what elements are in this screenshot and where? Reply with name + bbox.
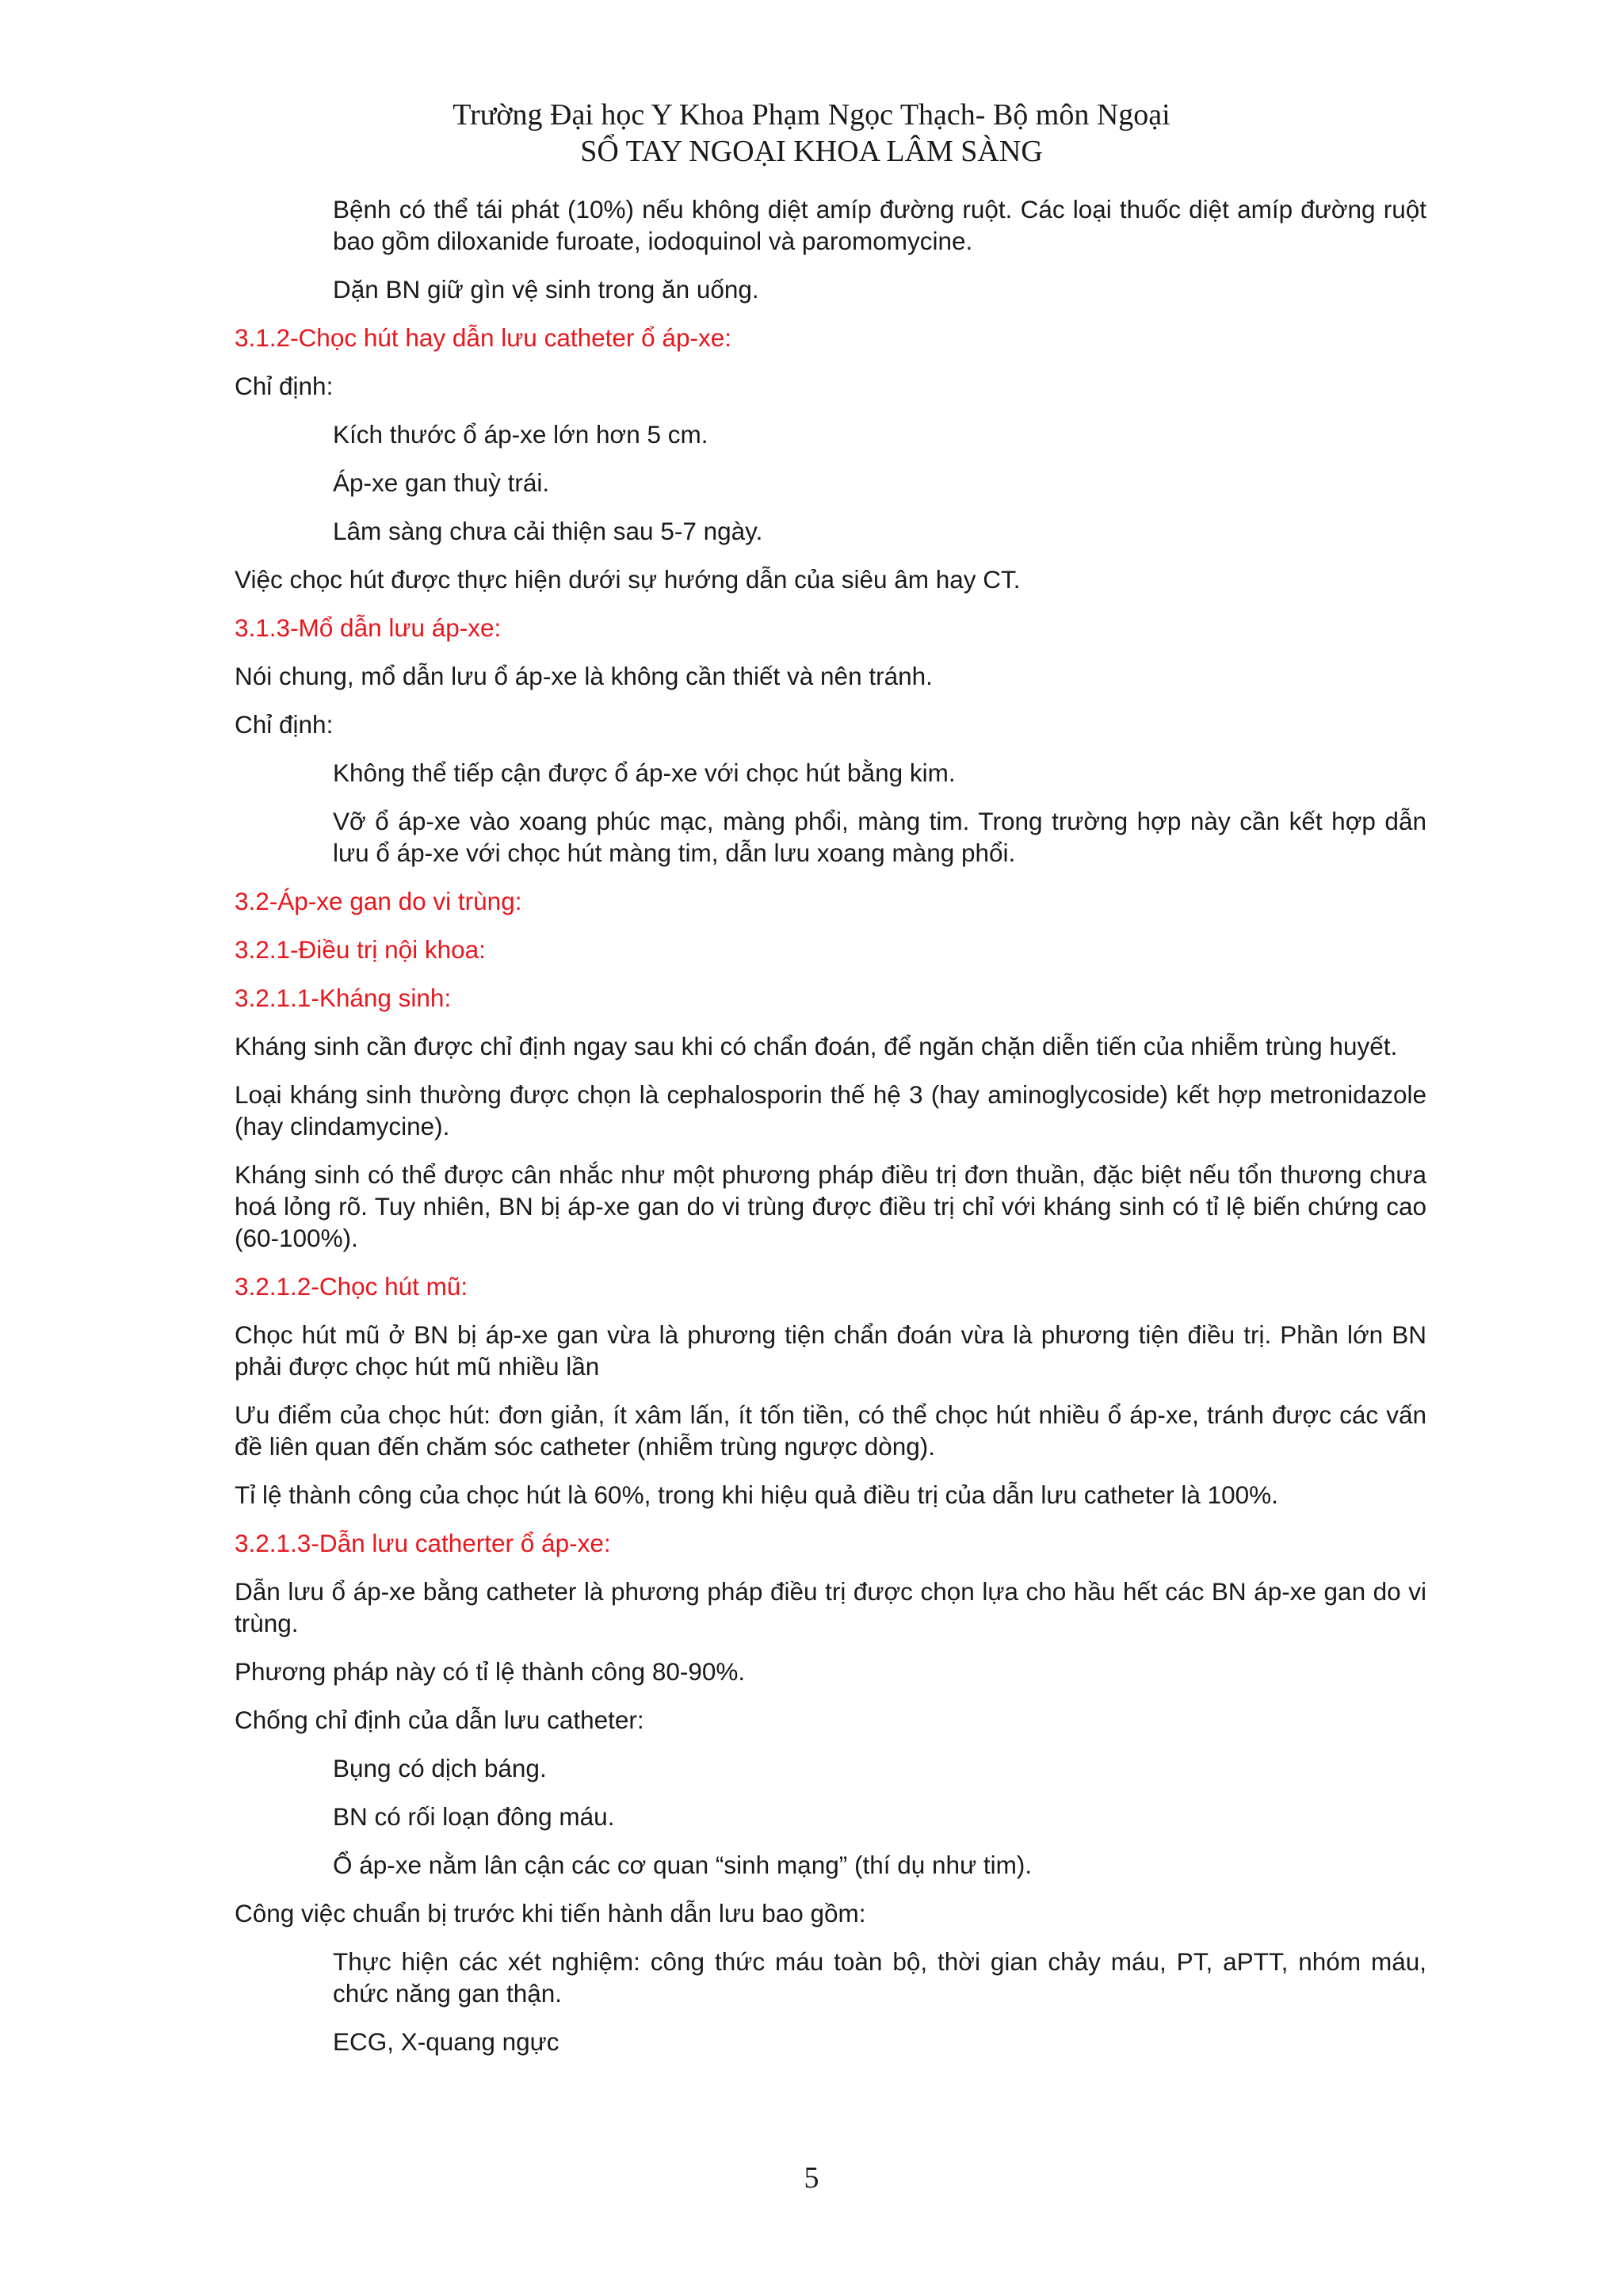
indented-paragraph: Vỡ ổ áp-xe vào xoang phúc mạc, màng phổi, màng tim. Trong trường hợp này cần kết hợp dẫn lưu ổ áp-xe với chọc hút màng tim, dẫn lưu xoang màng phổi.	[333, 807, 1426, 867]
section-heading: 3.2.1.3-Dẫn lưu catherter ổ áp-xe:	[235, 1529, 611, 1557]
paragraph: Loại kháng sinh thường được chọn là cephalosporin thế hệ 3 (hay aminoglycoside) kết hợp metronidazole (hay clindamycine).	[235, 1080, 1426, 1140]
page-number: 5	[804, 2161, 819, 2195]
indented-paragraph: Lâm sàng chưa cải thiện sau 5-7 ngày.	[333, 517, 763, 545]
paragraph: Tỉ lệ thành công của chọc hút là 60%, trong khi hiệu quả điều trị của dẫn lưu catheter là 100%.	[235, 1480, 1278, 1509]
paragraph: Kháng sinh cần được chỉ định ngay sau khi có chẩn đoán, để ngăn chặn diễn tiến của nhiễm trùng huyết.	[235, 1032, 1398, 1060]
indented-paragraph: Kích thước ổ áp-xe lớn hơn 5 cm.	[333, 420, 708, 449]
indented-paragraph: ECG, X-quang ngực	[333, 2027, 559, 2056]
indented-paragraph: BN có rối loạn đông máu.	[333, 1802, 615, 1831]
paragraph: Việc chọc hút được thực hiện dưới sự hướng dẫn của siêu âm hay CT.	[235, 565, 1021, 594]
paragraph: Kháng sinh có thể được cân nhắc như một phương pháp điều trị đơn thuần, đặc biệt nếu tổn thương chưa hoá lỏng rõ. Tuy nhiên, BN bị áp-xe gan do vi trùng được điều trị chỉ với kháng sinh có tỉ lệ biến chứng cao (60-100%).	[235, 1160, 1426, 1252]
paragraph: Chỉ định:	[235, 372, 334, 400]
indented-paragraph: Ổ áp-xe nằm lân cận các cơ quan “sinh mạng” (thí dụ như tim).	[333, 1851, 1033, 1879]
indented-paragraph: Áp-xe gan thuỳ trái.	[333, 468, 550, 497]
paragraph: Chọc hút mũ ở BN bị áp-xe gan vừa là phương tiện chẩn đoán vừa là phương tiện điều trị. Phần lớn BN phải được chọc hút mũ nhiều lần	[235, 1320, 1426, 1381]
paragraph: Công việc chuẩn bị trước khi tiến hành dẫn lưu bao gồm:	[235, 1899, 866, 1927]
header-institution: Trường Đại học Y Khoa Phạm Ngọc Thạch- Bộ môn Ngoại	[453, 98, 1170, 132]
header-book-title: SỔ TAY NGOẠI KHOA LÂM SÀNG	[580, 135, 1043, 168]
paragraph: Nói chung, mổ dẫn lưu ổ áp-xe là không cần thiết và nên tránh.	[235, 662, 933, 690]
section-heading: 3.2.1.2-Chọc hút mũ:	[235, 1272, 468, 1301]
indented-paragraph: Bệnh có thể tái phát (10%) nếu không diệt amíp đường ruột. Các loại thuốc diệt amíp đường ruột bao gồm diloxanide furoate, iodoquinol và paromomycine.	[333, 195, 1426, 255]
indented-paragraph: Thực hiện các xét nghiệm: công thức máu toàn bộ, thời gian chảy máu, PT, aPTT, nhóm máu, chức năng gan thận.	[333, 1947, 1426, 2008]
indented-paragraph: Bụng có dịch báng.	[333, 1754, 547, 1782]
paragraph: Ưu điểm của chọc hút: đơn giản, ít xâm lấn, ít tốn tiền, có thể chọc hút nhiều ổ áp-xe, tránh được các vấn đề liên quan đến chăm sóc catheter (nhiễm trùng ngược dòng).	[235, 1400, 1426, 1461]
section-heading: 3.2.1.1-Kháng sinh:	[235, 984, 452, 1012]
paragraph: Chỉ định:	[235, 710, 334, 739]
section-heading: 3.1.2-Chọc hút hay dẫn lưu catheter ổ áp-xe:	[235, 323, 731, 352]
section-heading: 3.2-Áp-xe gan do vi trùng:	[235, 887, 522, 915]
paragraph: Chống chỉ định của dẫn lưu catheter:	[235, 1706, 644, 1734]
indented-paragraph: Dặn BN giữ gìn vệ sinh trong ăn uống.	[333, 275, 759, 304]
section-heading: 3.2.1-Điều trị nội khoa:	[235, 935, 486, 964]
indented-paragraph: Không thể tiếp cận được ổ áp-xe với chọc hút bằng kim.	[333, 758, 956, 787]
page-header	[0, 97, 1623, 170]
paragraph: Phương pháp này có tỉ lệ thành công 80-90%.	[235, 1657, 746, 1686]
section-heading: 3.1.3-Mổ dẫn lưu áp-xe:	[235, 613, 502, 642]
page-body	[235, 193, 1426, 2074]
paragraph: Dẫn lưu ổ áp-xe bằng catheter là phương pháp điều trị được chọn lựa cho hầu hết các BN áp-xe gan do vi trùng.	[235, 1577, 1426, 1637]
